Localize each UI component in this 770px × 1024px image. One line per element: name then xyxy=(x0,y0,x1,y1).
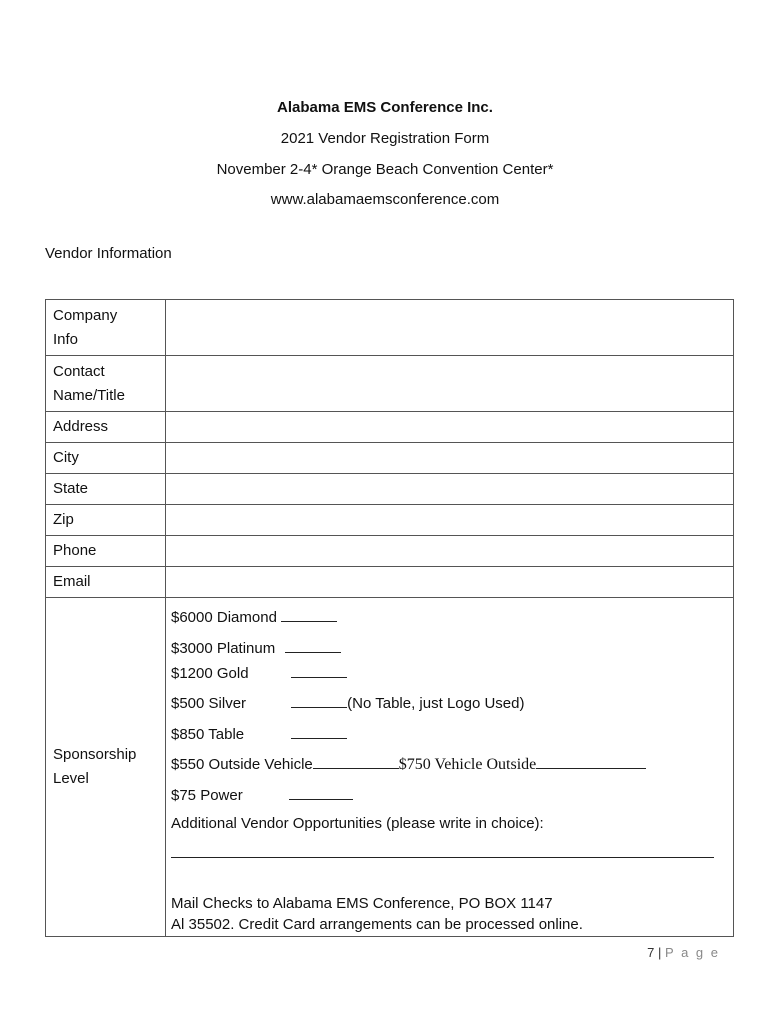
gold-blank[interactable] xyxy=(291,663,347,678)
vehicle-outside-option: $750 Vehicle Outside xyxy=(398,756,537,773)
form-title: 2021 Vendor Registration Form xyxy=(280,130,490,147)
page-label: P a g e xyxy=(665,945,720,960)
city-input[interactable] xyxy=(166,443,734,474)
email-label: Email xyxy=(46,567,166,598)
silver-note: (No Table, just Logo Used) xyxy=(347,695,525,712)
dates-location: November 2-4* Orange Beach Convention Center* xyxy=(216,161,554,178)
vendor-info-table xyxy=(45,299,734,937)
address-label: Address xyxy=(46,412,166,443)
power-blank[interactable] xyxy=(289,785,353,800)
contact-input[interactable] xyxy=(166,356,734,412)
platinum-blank[interactable] xyxy=(285,638,341,653)
zip-label: Zip xyxy=(46,505,166,536)
page-separator: | xyxy=(658,945,662,960)
gold-option: $1200 Gold xyxy=(171,663,347,682)
sponsorship-label: Sponsorship Level xyxy=(46,598,166,937)
state-label: State xyxy=(46,474,166,505)
power-option: $75 Power xyxy=(171,785,353,804)
company-input[interactable] xyxy=(166,300,734,356)
mail-instructions-2: Al 35502. Credit Card arrangements can be processed online. xyxy=(171,916,583,933)
platinum-option: $3000 Platinum xyxy=(171,638,341,657)
address-input[interactable] xyxy=(166,412,734,443)
phone-label: Phone xyxy=(46,536,166,567)
page-number: 7 xyxy=(647,945,655,960)
diamond-blank[interactable] xyxy=(281,607,337,622)
additional-opportunities: Additional Vendor Opportunities (please write in choice): xyxy=(171,815,544,832)
table-blank[interactable] xyxy=(291,724,347,739)
email-input[interactable] xyxy=(166,567,734,598)
additional-write-in-line[interactable] xyxy=(171,857,714,858)
company-label: Company Info xyxy=(46,300,166,356)
diamond-option: $6000 Diamond xyxy=(171,607,337,626)
website: www.alabamaemsconference.com xyxy=(270,191,500,208)
page-footer xyxy=(647,945,720,960)
contact-label: Contact Name/Title xyxy=(46,356,166,412)
city-label: City xyxy=(46,443,166,474)
silver-blank[interactable] xyxy=(291,693,347,708)
table-option: $850 Table xyxy=(171,724,347,743)
silver-option: $500 Silver (No Table, just Logo Used) xyxy=(171,695,525,712)
outside-vehicle-blank[interactable] xyxy=(313,754,399,769)
org-name: Alabama EMS Conference Inc. xyxy=(277,99,493,116)
section-title: Vendor Information xyxy=(45,245,172,262)
phone-input[interactable] xyxy=(166,536,734,567)
state-input[interactable] xyxy=(166,474,734,505)
zip-input[interactable] xyxy=(166,505,734,536)
outside-vehicle-option: $550 Outside Vehicle $750 Vehicle Outside xyxy=(171,754,646,774)
vehicle-outside-blank[interactable] xyxy=(536,754,646,769)
mail-instructions-1: Mail Checks to Alabama EMS Conference, PO BOX 1147 xyxy=(171,895,553,912)
